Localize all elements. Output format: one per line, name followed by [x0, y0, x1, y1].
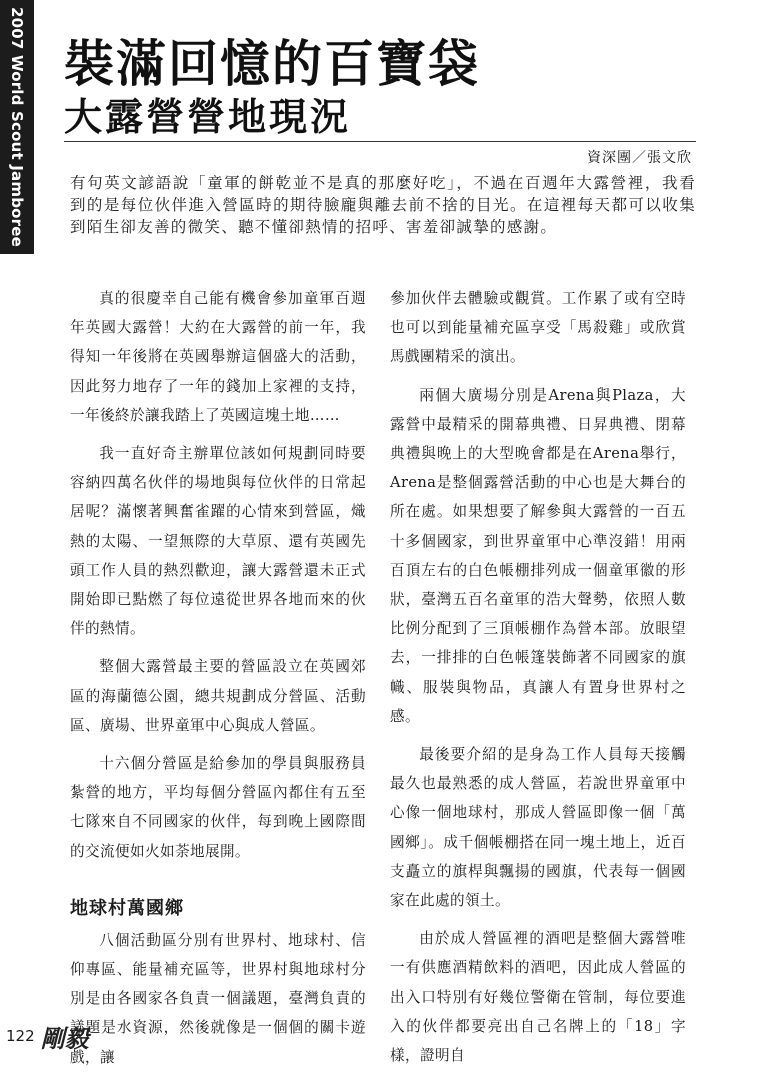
paragraph: 真的很慶幸自己能有機會參加童軍百週年英國大露營！大約在大露營的前一年，我得知一年後將在英國舉辦這個盛大的活動，因此努力地存了一年的錢加上家裡的支持，一年後終於讓我踏上了英國這塊土地…… — [70, 290, 366, 424]
paragraph: 我一直好奇主辦單位該如何規劃同時要容納四萬名伙伴的場地與每位伙伴的日常起居呢？滿懷著興奮雀躍的心情來到營區，熾熱的太陽、一望無際的大草原、還有英國先頭工作人員的熱烈歡迎，讓大露營還未正式開始即已點燃了每位遠從世界各地而來的伙伴的熱情。 — [70, 445, 366, 638]
side-tab-text: 2007 World Scout Jamboree — [8, 7, 26, 247]
publication-logo: 剛毅 — [40, 1023, 89, 1053]
article-title: 裝滿回憶的百寶袋 — [64, 35, 480, 93]
page-number: 122 — [6, 1027, 35, 1045]
side-tab — [0, 0, 34, 254]
right-column — [390, 284, 686, 1079]
page-footer — [6, 1022, 89, 1053]
section-heading: 地球村萬國鄉 — [70, 897, 184, 919]
article-subtitle: 大露營營地現況 — [64, 95, 352, 139]
title-divider — [64, 141, 696, 142]
paragraph: 八個活動區分別有世界村、地球村、信仰專區、能量補充區等，世界村與地球村分別是由各國家各負責一個議題，臺灣負責的議題是水資源，然後就像是一個個的關卡遊戲，讓 — [70, 931, 366, 1066]
byline: 資深團／張文欣 — [587, 150, 692, 166]
left-column — [70, 284, 366, 1081]
paragraph: 最後要介紹的是身為工作人員每天接觸最久也最熟悉的成人營區，若說世界童軍中心像一個地球村，那成人營區即像一個「萬國鄉」。成千個帳棚搭在同一塊土地上，近百支矗立的旗桿與飄揚的國旗，代表每一個國家在此處的領土。 — [390, 746, 686, 910]
paragraph: 整個大露營最主要的營區設立在英國郊區的海蘭德公園，總共規劃成分營區、活動區、廣場、世界童軍中心與成人營區。 — [70, 658, 366, 734]
intro-paragraph: 有句英文諺語說「童軍的餅乾並不是真的那麼好吃」，不過在百週年大露營裡，我看到的是每位伙伴進入營區時的期待臉龐與離去前不捨的目光。在這裡每天都可以收集到陌生卻友善的微笑、聽不懂卻熱情的招呼、害羞卻誠摯的感謝。 — [70, 174, 696, 236]
paragraph: 由於成人營區裡的酒吧是整個大露營唯一有供應酒精飲料的酒吧，因此成人營區的出入口特別有好幾位警衛在管制，每位要進入的伙伴都要亮出自己名牌上的「18」字樣，證明自 — [390, 930, 686, 1065]
paragraph-continuation: 參加伙伴去體驗或觀賞。工作累了或有空時也可以到能量補充區享受「馬殺雞」或欣賞馬戲團精采的演出。 — [390, 290, 686, 366]
paragraph: 兩個大廣場分別是Arena與Plaza，大露營中最精采的開幕典禮、日昇典禮、閉幕典禮與晚上的大型晚會都是在Arena舉行，Arena是整個露營活動的中心也是大舞台的所在處。如果想要了解參與大露營的一百五十多個國家，到世界童軍中心準沒錯！用兩百頂左右的白色帳棚排列成一個童軍徽的形狀，臺灣五百名童軍的浩大聲勢，依照人數比例分配到了三頂帳棚作為營本部。放眼望去，一排排的白色帳篷裝飾著不同國家的旗幟、服裝與物品，真讓人有置身世界村之感。 — [390, 386, 686, 725]
paragraph: 十六個分營區是給參加的學員與服務員紮營的地方，平均每個分營區內都住有五至七隊來自不同國家的伙伴，每到晚上國際間的交流便如火如荼地展開。 — [70, 755, 366, 860]
